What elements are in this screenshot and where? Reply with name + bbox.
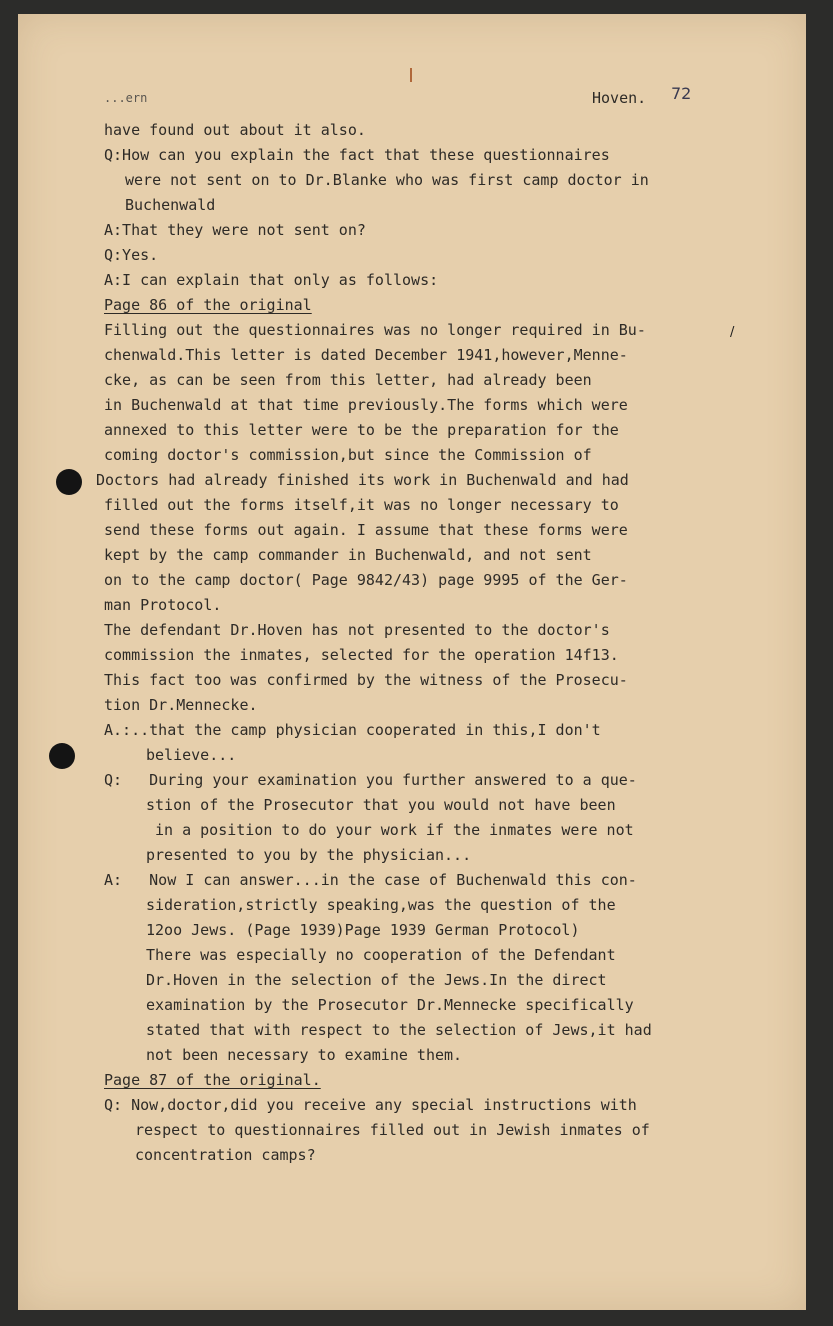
text-line: Buchenwald	[125, 196, 216, 214]
text-line: send these forms out again. I assume that these forms were	[104, 521, 628, 539]
text-line: Q: During your examination you further answered to a que-	[104, 771, 637, 789]
text-line: Doctors had already finished its work in Buchenwald and had	[96, 471, 629, 489]
header-left-text: ...ern	[104, 91, 148, 105]
text-line: sideration,strictly speaking,was the question of the	[146, 896, 616, 914]
section-heading: Page 86 of the original	[104, 296, 312, 314]
text-line: There was especially no cooperation of the Defendant	[146, 946, 616, 964]
text-line: believe...	[146, 746, 237, 764]
text-line: presented to you by the physician...	[146, 846, 472, 864]
text-line: 12oo Jews. (Page 1939)Page 1939 German Protocol)	[146, 921, 580, 939]
text-line: A.:..that the camp physician cooperated in this,I don't	[104, 721, 601, 739]
text-line: Q:How can you explain the fact that these questionnaires	[104, 146, 610, 164]
text-line: Filling out the questionnaires was no longer required in Bu-	[104, 321, 646, 339]
page-number: 72	[671, 84, 692, 103]
section-heading: Page 87 of the original.	[104, 1071, 321, 1089]
text-line: commission the inmates, selected for the operation 14f13.	[104, 646, 619, 664]
text-line: The defendant Dr.Hoven has not presented to the doctor's	[104, 621, 610, 639]
text-line: chenwald.This letter is dated December 1941,however,Menne-	[104, 346, 628, 364]
margin-mark: /	[730, 325, 735, 340]
punch-hole-upper	[56, 469, 82, 495]
text-line: not been necessary to examine them.	[146, 1046, 463, 1064]
text-line: This fact too was confirmed by the witness of the Prosecu-	[104, 671, 628, 689]
text-line: stion of the Prosecutor that you would not have been	[146, 796, 616, 814]
text-line: coming doctor's commission,but since the Commission of	[104, 446, 592, 464]
text-line: A: Now I can answer...in the case of Buchenwald this con-	[104, 871, 637, 889]
text-line: Q: Now,doctor,did you receive any special instructions with	[104, 1096, 637, 1114]
text-line: were not sent on to Dr.Blanke who was first camp doctor in	[125, 171, 649, 189]
text-line: concentration camps?	[135, 1146, 316, 1164]
text-line: A:I can explain that only as follows:	[104, 271, 439, 289]
header-name: Hoven.	[592, 89, 647, 107]
text-line: Q:Yes.	[104, 246, 159, 264]
text-line: tion Dr.Mennecke.	[104, 696, 258, 714]
text-line: stated that with respect to the selection of Jews,it had	[146, 1021, 652, 1039]
text-line: Dr.Hoven in the selection of the Jews.In the direct	[146, 971, 607, 989]
text-line: man Protocol.	[104, 596, 222, 614]
text-line: on to the camp doctor( Page 9842/43) page 9995 of the Ger-	[104, 571, 628, 589]
punch-hole-lower	[49, 743, 75, 769]
text-line: in Buchenwald at that time previously.The forms which were	[104, 396, 628, 414]
text-line: in a position to do your work if the inmates were not	[155, 821, 634, 839]
text-line: examination by the Prosecutor Dr.Mennecke specifically	[146, 996, 634, 1014]
text-line: cke, as can be seen from this letter, had already been	[104, 371, 592, 389]
text-line: have found out about it also.	[104, 121, 366, 139]
text-line: respect to questionnaires filled out in Jewish inmates of	[135, 1121, 650, 1139]
text-line: annexed to this letter were to be the preparation for the	[104, 421, 619, 439]
text-line: filled out the forms itself,it was no longer necessary to	[104, 496, 619, 514]
text-line: A:That they were not sent on?	[104, 221, 366, 239]
text-line: kept by the camp commander in Buchenwald, and not sent	[104, 546, 592, 564]
ink-tick-mark	[410, 68, 412, 82]
